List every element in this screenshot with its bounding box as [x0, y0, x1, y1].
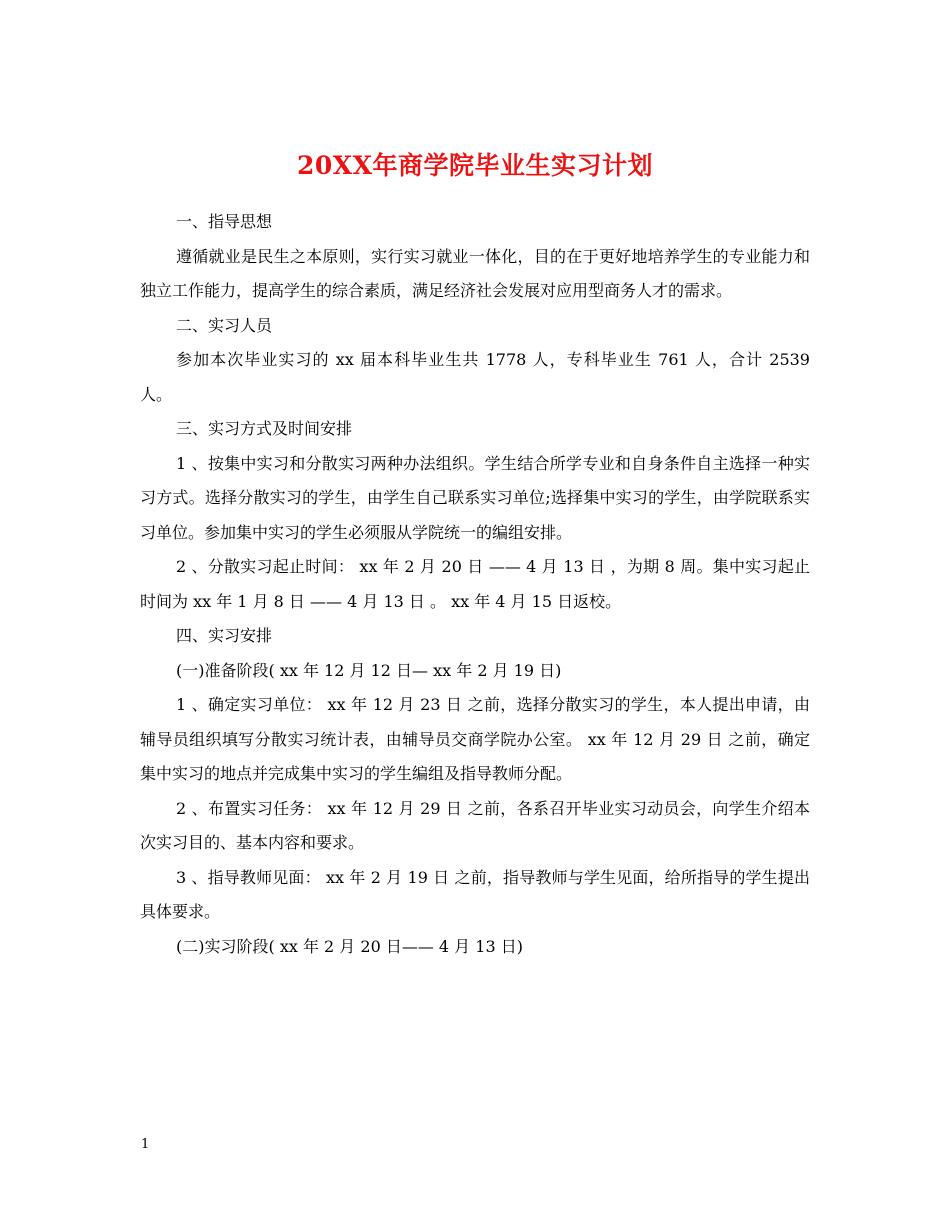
paragraph-preparation-1: 1 、确定实习单位： xx 年 12 月 23 日 之前，选择分散实习的学生，本人提出申请，由辅导员组织填写分散实习统计表，由辅导员交商学院办公室。 xx 年 12 月 29 日 之前，确定集中实习的地点并完成集中实习的学生编组及指导教师分配。 [140, 695, 810, 783]
section-heading-participants: 二、实习人员 [176, 315, 273, 335]
subheading-internship-stage: (二)实习阶段( xx 年 2 月 20 日—— 4 月 13 日) [176, 936, 523, 956]
paragraph-preparation-2: 2 、布置实习任务： xx 年 12 月 29 日 之前，各系召开毕业实习动员会，向学生介绍本次实习目的、基本内容和要求。 [140, 798, 810, 852]
document-title: 20XX年商学院毕业生实习计划 [296, 150, 654, 180]
paragraph-preparation-3: 3 、指导教师见面： xx 年 2 月 19 日 之前，指导教师与学生见面，给所指导的学生提出具体要求。 [140, 867, 810, 921]
section-heading-arrangement: 四、实习安排 [176, 626, 273, 645]
section-heading-methods-schedule: 三、实习方式及时间安排 [176, 419, 353, 438]
paragraph-participants: 参加本次毕业实习的 xx 届本科毕业生共 1778 人，专科毕业生 761 人，合计 2539 人。 [140, 350, 816, 404]
subheading-preparation-stage: (一)准备阶段( xx 年 12 月 12 日— xx 年 2 月 19 日) [176, 660, 562, 680]
paragraph-guiding-thought: 遵循就业是民生之本原则，实行实习就业一体化，目的在于更好地培养学生的专业能力和独立工作能力，提高学生的综合素质，满足经济社会发展对应用型商务人才的需求。 [140, 246, 810, 300]
paragraph-methods-2: 2 、分散实习起止时间： xx 年 2 月 20 日 —— 4 月 13 日 ，为期 8 周。集中实习起止时间为 xx 年 1 月 8 日 —— 4 月 13 日 。 xx 年 4 月 15 日返校。 [140, 557, 810, 611]
document-body [140, 205, 816, 964]
paragraph-methods-1: 1 、按集中实习和分散实习两种办法组织。学生结合所学专业和自身条件自主选择一种实习方式。选择分散实习的学生，由学生自己联系实习单位;选择集中实习的学生，由学院联系实习单位。参加集中实习的学生必须服从学院统一的编组安排。 [140, 453, 810, 542]
page-number: 1 [141, 1137, 150, 1152]
section-heading-guiding-thought: 一、指导思想 [176, 212, 273, 231]
